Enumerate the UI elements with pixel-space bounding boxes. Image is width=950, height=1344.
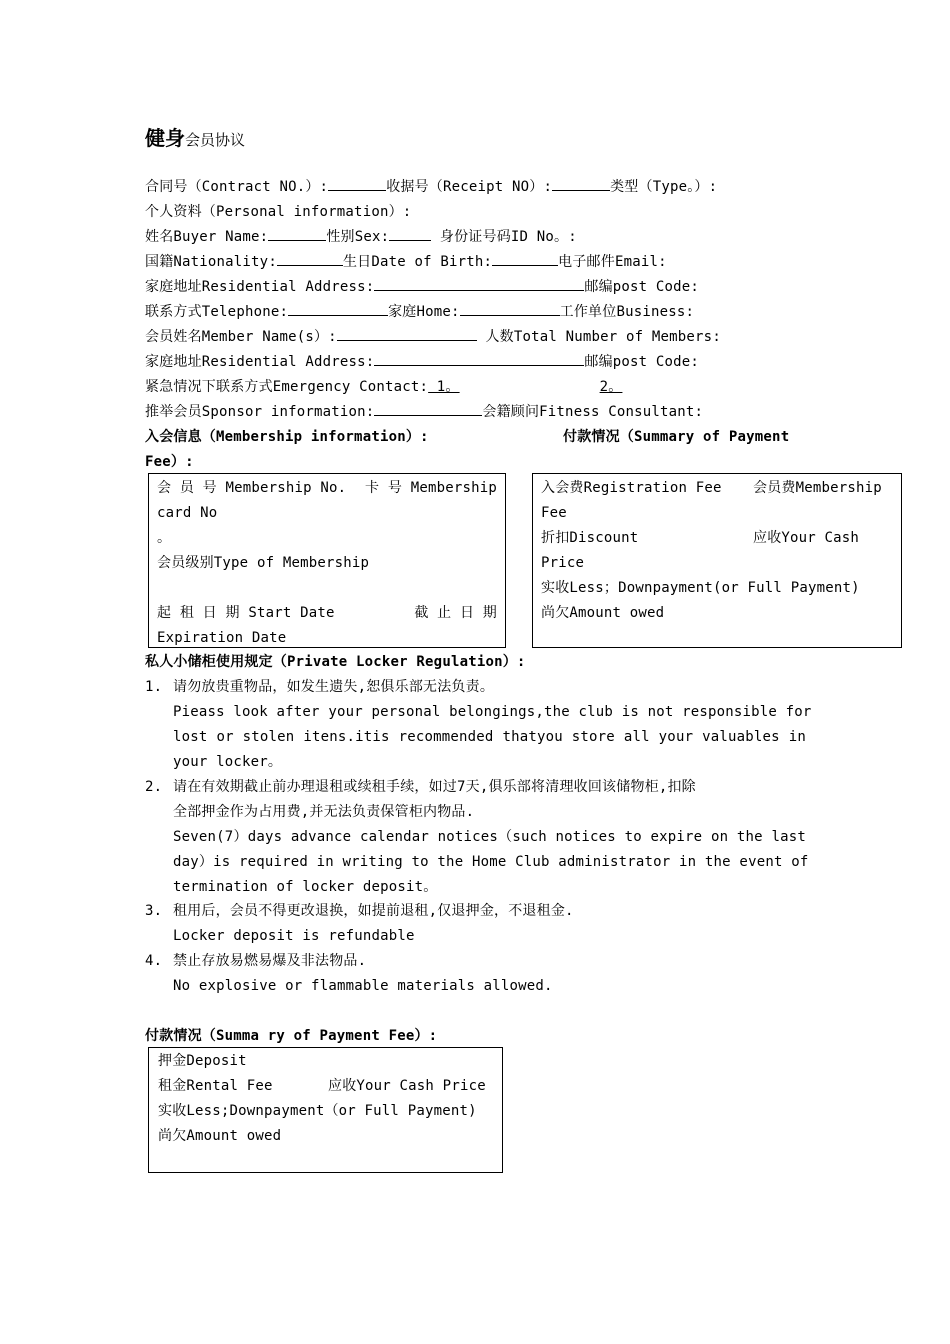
locker-payment-box bbox=[148, 1047, 503, 1173]
emergency-field[interactable] bbox=[428, 375, 645, 399]
telephone-line bbox=[145, 300, 694, 324]
type-label: 类型（Type。）: bbox=[610, 179, 718, 195]
payment-heading: 付款情况（Summary of Payment bbox=[563, 429, 790, 445]
card-no-cont: card No bbox=[157, 505, 218, 521]
rule-3-zh: 租用后，会员不得更改退换，如提前退租,仅退押金，不退租金. bbox=[173, 903, 574, 919]
name-line bbox=[145, 225, 577, 249]
end-date-label: 截 止 日 期 bbox=[414, 605, 497, 621]
rule-2-zh-2: 全部押金作为占用费,并无法负责保管柜内物品. bbox=[173, 804, 475, 820]
address2-field[interactable] bbox=[374, 350, 584, 366]
sex-field[interactable] bbox=[389, 225, 431, 241]
member-names-line bbox=[145, 325, 721, 349]
receipt-no-label: 收据号（Receipt NO）: bbox=[386, 179, 553, 195]
amount-owed-label: 尚欠Amount owed bbox=[541, 605, 665, 621]
personal-section-label: 个人资料（Personal information）: bbox=[145, 204, 412, 220]
address-field[interactable] bbox=[374, 275, 584, 291]
emergency-line bbox=[145, 375, 645, 399]
nationality-field[interactable] bbox=[277, 250, 343, 266]
sponsor-line bbox=[145, 400, 703, 424]
locker-payment-heading: 付款情况（Summa ry of Payment Fee）: bbox=[145, 1028, 438, 1044]
emergency-1: 1。 bbox=[428, 379, 460, 395]
rule-2-num: 2. bbox=[145, 779, 163, 795]
emergency-label: 紧急情况下联系方式Emergency Contact: bbox=[145, 379, 429, 395]
title-main: 健身 bbox=[145, 126, 185, 150]
membership-box bbox=[148, 473, 506, 648]
sponsor-label: 推举会员Sponsor information: bbox=[145, 404, 375, 420]
registration-fee-label: 入会费Registration Fee bbox=[541, 480, 722, 496]
rule-3-en: Locker deposit is refundable bbox=[173, 928, 415, 944]
nationality-line bbox=[145, 250, 667, 274]
address2-line bbox=[145, 350, 699, 374]
rule-4-en: No explosive or flammable materials allowed. bbox=[173, 978, 553, 994]
contract-line bbox=[145, 175, 717, 199]
locker-amount-owed-label: 尚欠Amount owed bbox=[158, 1128, 282, 1144]
card-no-label: 卡 号 Membership bbox=[365, 480, 497, 496]
business-label: 工作单位Business: bbox=[559, 304, 695, 320]
membership-fee-label: 会员费Membership bbox=[753, 480, 882, 496]
rule-3-num: 3. bbox=[145, 903, 163, 919]
consultant-label: 会籍顾问Fitness Consultant: bbox=[482, 404, 704, 420]
title-sub: 会员协议 bbox=[185, 131, 246, 149]
expiration-label: Expiration Date bbox=[157, 630, 287, 646]
discount-label: 折扣Discount bbox=[541, 530, 639, 546]
membership-type-label: 会员级别Type of Membership bbox=[157, 555, 370, 571]
rule-1-en-1: Pieass look after your personal belongings,the club is not responsible for bbox=[173, 704, 812, 720]
fee-cont: Fee bbox=[541, 505, 567, 521]
rule-2-en-3: termination of locker deposit。 bbox=[173, 879, 438, 895]
post-code-label: 邮编post Code: bbox=[584, 279, 700, 295]
name-label: 姓名Buyer Name: bbox=[145, 229, 269, 245]
contract-no-label: 合同号（Contract NO.）: bbox=[145, 179, 329, 195]
name-field[interactable] bbox=[268, 225, 326, 241]
address2-label: 家庭地址Residential Address: bbox=[145, 354, 375, 370]
your-cash-price-label: 应收Your Cash Price bbox=[328, 1078, 486, 1094]
id-label: 身份证号码ID No。: bbox=[439, 229, 577, 245]
nationality-label: 国籍Nationality: bbox=[145, 254, 277, 270]
rule-1-num: 1. bbox=[145, 679, 163, 695]
contract-no-field[interactable] bbox=[328, 175, 386, 191]
telephone-field[interactable] bbox=[288, 300, 388, 316]
rule-2-en-2: day）is required in writing to the Home Club administrator in the event of bbox=[173, 854, 809, 870]
total-members-label: 人数Total Number of Members: bbox=[485, 329, 721, 345]
deposit-label: 押金Deposit bbox=[158, 1053, 247, 1069]
receipt-no-field[interactable] bbox=[552, 175, 610, 191]
locker-downpayment-label: 实收Less;Downpayment（or Full Payment) bbox=[158, 1103, 477, 1119]
home-field[interactable] bbox=[460, 300, 560, 316]
telephone-label: 联系方式Telephone: bbox=[145, 304, 289, 320]
your-cash-label: 应收Your Cash bbox=[753, 530, 860, 546]
rule-2-en-1: Seven(7）days advance calendar notices（such notices to expire on the last bbox=[173, 829, 806, 845]
payment-heading-cont: Fee）: bbox=[145, 454, 194, 470]
page-title bbox=[145, 122, 245, 151]
member-names-field[interactable] bbox=[337, 325, 477, 341]
card-no-dot: 。 bbox=[157, 530, 172, 546]
birth-label: 生日Date of Birth: bbox=[342, 254, 493, 270]
rule-4-zh: 禁止存放易燃易爆及非法物品. bbox=[173, 953, 367, 969]
rule-1-zh: 请勿放贵重物品，如发生遗失,恕俱乐部无法负责。 bbox=[173, 679, 495, 695]
locker-heading: 私人小储柜使用规定（Private Locker Regulation）: bbox=[145, 654, 526, 670]
address-label: 家庭地址Residential Address: bbox=[145, 279, 375, 295]
payment-box bbox=[532, 473, 902, 648]
email-label: 电子邮件Email: bbox=[558, 254, 667, 270]
membership-heading: 入会信息（Membership information）: bbox=[145, 429, 429, 445]
start-date-label: 起 租 日 期 Start Date bbox=[157, 605, 335, 621]
member-names-label: 会员姓名Member Name(s）: bbox=[145, 329, 337, 345]
member-no-label: 会 员 号 Membership No. bbox=[157, 480, 347, 496]
birth-field[interactable] bbox=[492, 250, 558, 266]
rule-4-num: 4. bbox=[145, 953, 163, 969]
rental-fee-label: 租金Rental Fee bbox=[158, 1078, 273, 1094]
address-line bbox=[145, 275, 699, 299]
home-label: 家庭Home: bbox=[388, 304, 460, 320]
post-code2-label: 邮编post Code: bbox=[584, 354, 700, 370]
price-label: Price bbox=[541, 555, 585, 571]
sex-label: 性别Sex: bbox=[326, 229, 390, 245]
sponsor-field[interactable] bbox=[374, 400, 482, 416]
rule-1-en-3: your locker。 bbox=[173, 754, 283, 770]
rule-1-en-2: lost or stolen itens.itis recommended thatyou store all your valuables in bbox=[173, 729, 806, 745]
emergency-2: 2。 bbox=[599, 379, 623, 395]
downpayment-label: 实收Less；Downpayment(or Full Payment) bbox=[541, 580, 860, 596]
rule-2-zh-1: 请在有效期截止前办理退租或续租手续，如过7天,俱乐部将清理收回该储物柜,扣除 bbox=[173, 779, 696, 795]
